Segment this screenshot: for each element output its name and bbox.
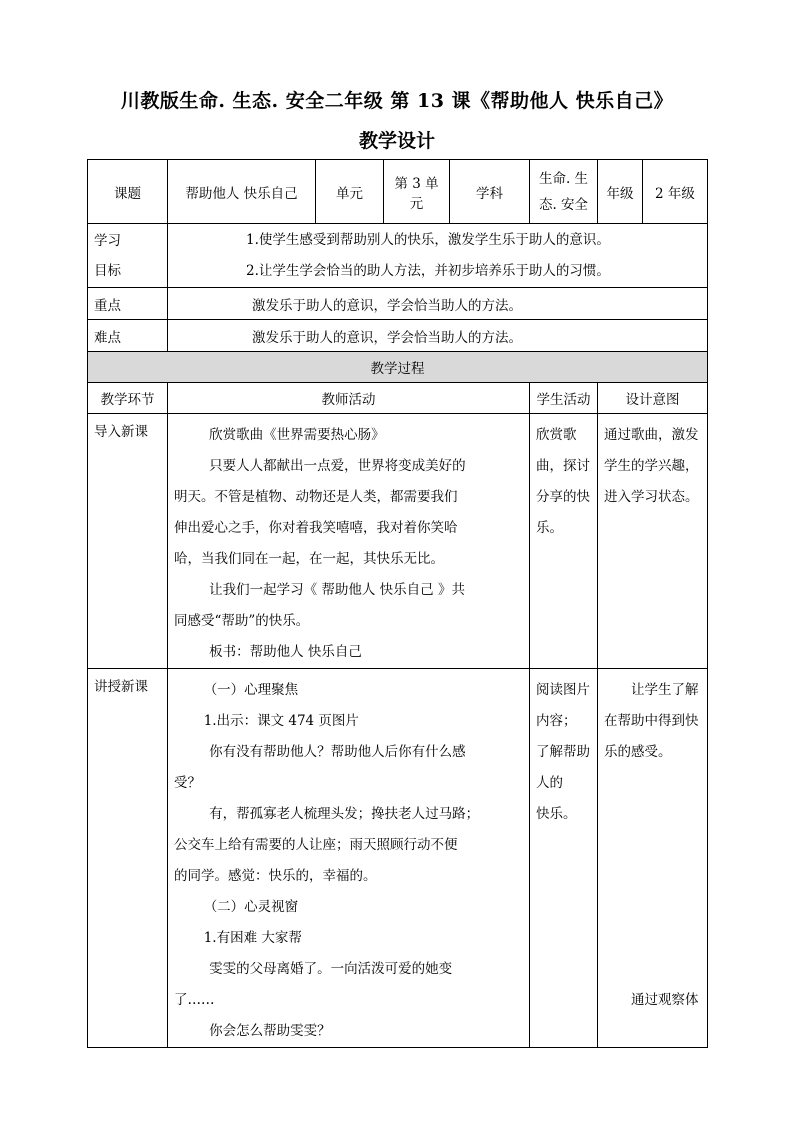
goal-item: 1.使学生感受到帮助别人的快乐，激发学生乐于助人的意识。 xyxy=(246,231,610,248)
document-title: 川教版生命. 生态. 安全二年级 第 13 课《帮助他人 快乐自己》 xyxy=(120,90,674,112)
subject-label: 学科 xyxy=(450,160,530,224)
process-header: 教学过程 xyxy=(88,352,708,383)
teacher-activity-cell: 欣赏歌曲《世界需要热心肠》 只要人人都献出一点爱，世界将变成美好的 明天。不管是植物、动物还是人类，都需要我们 伸出爱心之手，你对着我笑嘻嘻，我对着你笑哈 哈，当我们同在一起，在一起，其快乐无比。 让我们一起学习《 帮助他人 快乐自己 》共 同感受“帮助”的快乐。 板书：帮助他人 快乐自己 xyxy=(168,414,530,669)
new-lesson-row xyxy=(88,669,708,1048)
difficulty-text: 激发乐于助人的意识，学会恰当助人的方法。 xyxy=(168,320,708,352)
subject-value xyxy=(530,160,598,224)
topic-label: 课题 xyxy=(88,160,168,224)
unit-label: 单元 xyxy=(316,160,384,224)
grade-label: 年级 xyxy=(598,160,643,224)
goal-item: 2.让学生学会恰当的助人方法，并初步培养乐于助人的习惯。 xyxy=(246,262,610,279)
col-teacher-header: 教师活动 xyxy=(168,383,530,414)
student-activity-cell: 欣赏歌曲，探讨 分享的快乐。 xyxy=(530,414,598,669)
key-point-text: 激发乐于助人的意识，学会恰当助人的方法。 xyxy=(168,288,708,320)
topic-value: 帮助他人 快乐自己 xyxy=(168,160,316,224)
document-subtitle: 教学设计 xyxy=(358,130,435,152)
intro-row xyxy=(88,414,708,669)
subject-value-line1: 生命. 生 xyxy=(538,170,589,187)
key-point-label: 重点 xyxy=(88,288,168,320)
column-header-row xyxy=(88,383,708,414)
col-stage-header: 教学环节 xyxy=(88,383,168,414)
col-student-header: 学生活动 xyxy=(530,383,598,414)
design-intent-cell: 通过歌曲，激发 学生的学兴趣， 进入学习状态。 xyxy=(598,414,708,669)
lesson-plan-table xyxy=(87,159,708,1048)
stage-cell: 讲授新课 xyxy=(88,669,168,1048)
stage-cell: 导入新课 xyxy=(88,414,168,669)
student-activity-cell: 阅读图片内容； 了解帮助人的 快乐。 xyxy=(530,669,598,1048)
teacher-activity-cell: （一）心理聚焦 1.出示：课文 474 页图片 你有没有帮助他人？帮助他人后你有什么感 受？ 有，帮孤寡老人梳理头发；搀扶老人过马路； 公交车上给有需要的人让座；雨天照顾行动不便 的同学。感觉：快乐的，幸福的。 （二）心灵视窗 1.有困难 大家帮 雯雯的父母离婚了。一向活泼可爱的她变 了…… 你会怎么帮助雯雯？ xyxy=(168,669,530,1048)
goals-content xyxy=(168,224,708,288)
design-intent-cell: 让学生了解 在帮助中得到快 乐的感受。 通过观察体 xyxy=(598,669,708,1048)
goals-row xyxy=(88,224,708,288)
col-intent-header: 设计意图 xyxy=(598,383,708,414)
key-point-row xyxy=(88,288,708,320)
subject-value-line2: 态. 安全 xyxy=(538,196,589,213)
info-row xyxy=(88,160,708,224)
grade-value: 2 年级 xyxy=(643,160,708,224)
difficulty-label: 难点 xyxy=(88,320,168,352)
difficulty-row xyxy=(88,320,708,352)
process-header-row xyxy=(88,352,708,383)
goals-label: 学习 目标 xyxy=(88,224,168,288)
unit-value: 第 3 单元 xyxy=(384,160,450,224)
